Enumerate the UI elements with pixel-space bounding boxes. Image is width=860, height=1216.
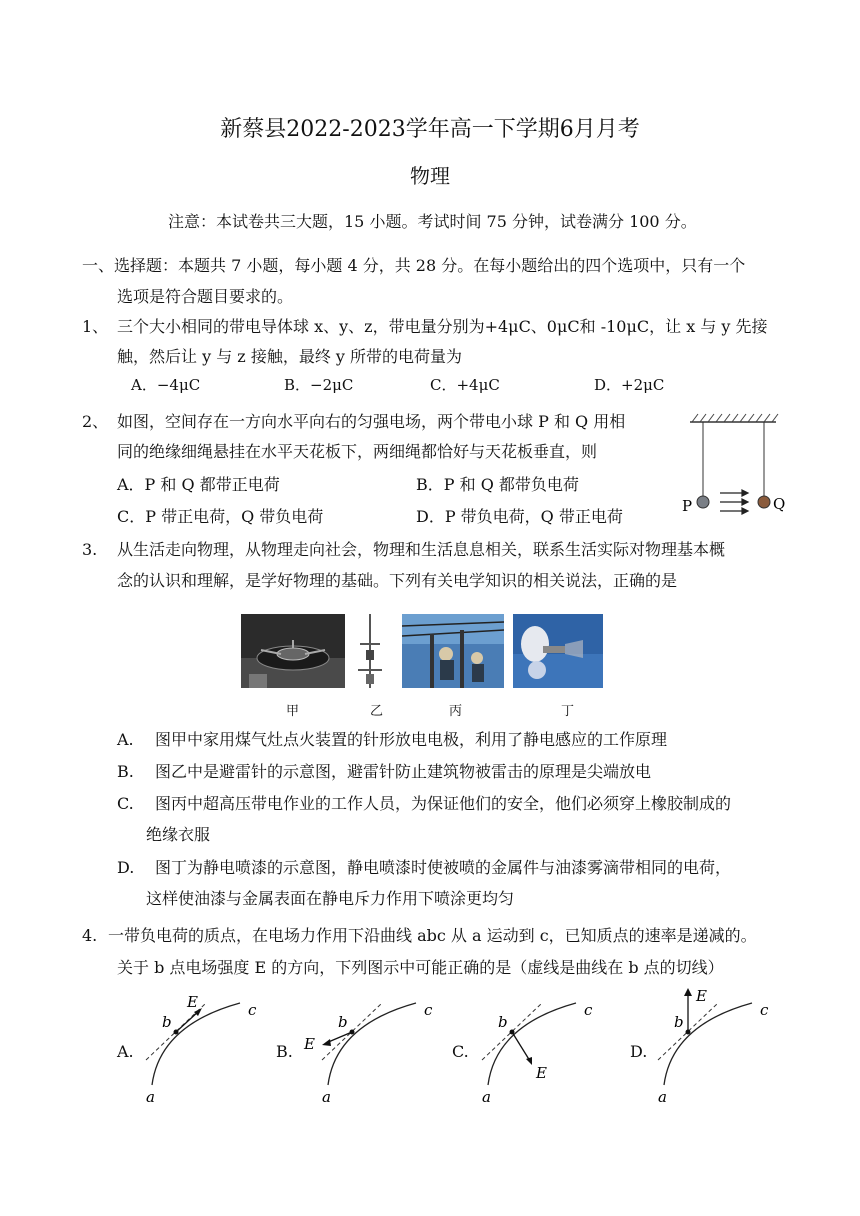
q4b-label-c: c [424, 1001, 433, 1019]
q2-number: 2、 [82, 412, 109, 431]
photo-live-line-work [402, 614, 504, 688]
q2-option-d: D．P 带负电荷，Q 带正电荷 [416, 507, 623, 526]
q3-option-d-text-line1: 图丁为静电喷漆的示意图，静电喷漆时使被喷的金属件与油漆雾滴带相同的电荷， [155, 858, 732, 877]
q4c-label-a: a [482, 1088, 491, 1105]
photo-electrostatic-spraying [513, 614, 603, 688]
q3-text-line2: 念的认识和理解，是学好物理的基础。下列有关电学知识的相关说法，正确的是 [117, 571, 678, 590]
section-heading-line1: 一、选择题：本题共 7 小题，每小题 4 分，共 28 分。在每小题给出的四个选项中，只有一个 [82, 256, 746, 275]
q3-option-d-text-line2: 这样使油漆与金属表面在静电斥力作用下喷涂更均匀 [146, 889, 515, 908]
q2-text-line2: 同的绝缘细绳悬挂在水平天花板下，两细绳都恰好与天花板垂直，则 [117, 442, 598, 461]
q1-option-b: B．−2μC [284, 376, 354, 394]
section-heading-line2: 选项是符合题目要求的。 [117, 287, 294, 306]
q4-option-c: C. [452, 1042, 469, 1061]
q1-option-c: C．+4μC [430, 376, 500, 394]
photo-gas-stove [241, 614, 345, 688]
q4a-label-e: E [187, 993, 198, 1011]
q1-option-d: D．+2μC [594, 376, 665, 394]
q4-option-a: A. [117, 1042, 134, 1061]
q3-option-a-text: 图甲中家用煤气灶点火装置的针形放电电极，利用了静电感应的工作原理 [155, 730, 668, 749]
q1-text-line1: 三个大小相同的带电导体球 x、y、z，带电量分别为+4μC、0μC和 -10μC，让 x 与 y 先接 [117, 317, 768, 336]
q4b-label-a: a [322, 1088, 331, 1105]
q4-figure-d [652, 985, 782, 1105]
q4-option-b: B. [276, 1042, 293, 1061]
q4c-label-c: c [584, 1001, 593, 1019]
q4a-label-a: a [146, 1088, 155, 1105]
q2-option-b: B．P 和 Q 都带负电荷 [416, 475, 579, 494]
q2-option-c: C．P 带正电荷，Q 带负电荷 [117, 507, 324, 526]
q4-figure-b [298, 985, 448, 1105]
subject-title: 物理 [410, 164, 450, 188]
q4d-label-c: c [760, 1001, 769, 1019]
q3-option-b-text: 图乙中是避雷针的示意图，避雷针防止建筑物被雷击的原理是尖端放电 [155, 762, 652, 781]
q1-text-line2: 触，然后让 y 与 z 接触，最终 y 所带的电荷量为 [117, 347, 463, 366]
q2-option-a: A．P 和 Q 都带正电荷 [117, 475, 280, 494]
caption-bing: 丙 [449, 704, 463, 719]
exam-notice: 注意：本试卷共三大题，15 小题。考试时间 75 分钟，试卷满分 100 分。 [168, 212, 697, 231]
q4b-label-b: b [338, 1013, 348, 1031]
exam-title: 新蔡县2022-2023学年高一下学期6月月考 [220, 117, 640, 142]
q3-option-c-text-line1: 图丙中超高压带电作业的工作人员，为保证他们的安全，他们必须穿上橡胶制成的 [155, 794, 732, 813]
q3-option-d-label: D. [117, 858, 135, 877]
q4-text-line1: 一带负电荷的质点，在电场力作用下沿曲线 abc 从 a 运动到 c，已知质点的速率是递减的。 [108, 926, 757, 945]
q4d-label-b: b [674, 1013, 684, 1031]
q2-text-line1: 如图，空间存在一方向水平向右的匀强电场，两个带电小球 P 和 Q 用相 [117, 412, 626, 431]
q3-option-c-label: C. [117, 794, 134, 813]
q3-text-line1: 从生活走向物理，从物理走向社会，物理和生活息息相关，联系生活实际对物理基本概 [117, 540, 726, 559]
q4-figure-c [476, 985, 606, 1105]
q3-option-c-text-line2: 绝缘衣服 [146, 825, 211, 844]
q4d-label-e: E [696, 987, 707, 1005]
q1-option-a: A．−4μC [131, 376, 201, 394]
q2-figure [676, 412, 794, 524]
caption-ding: 丁 [561, 704, 575, 719]
q4-text-line2: 关于 b 点电场强度 E 的方向，下列图示中可能正确的是（虚线是曲线在 b 点的切线） [117, 958, 724, 977]
q4a-label-b: b [162, 1013, 172, 1031]
q3-option-b-label: B. [117, 762, 134, 781]
q3-option-a-label: A. [117, 730, 134, 749]
q4-figure-a [140, 985, 270, 1105]
q3-number: 3. [82, 540, 98, 559]
q4c-label-e: E [536, 1064, 547, 1082]
q4a-label-c: c [248, 1001, 257, 1019]
caption-jia: 甲 [286, 704, 300, 719]
photo-lightning-rod [352, 614, 388, 688]
q4-number: 4. [82, 926, 98, 945]
q4b-label-e: E [304, 1035, 315, 1053]
caption-yi: 乙 [370, 704, 384, 719]
q2-label-q: Q [773, 495, 786, 513]
q4-option-d: D. [630, 1042, 648, 1061]
q4d-label-a: a [658, 1088, 667, 1105]
q4c-label-b: b [498, 1013, 508, 1031]
q1-number: 1、 [82, 317, 109, 336]
q2-label-p: P [682, 497, 693, 515]
